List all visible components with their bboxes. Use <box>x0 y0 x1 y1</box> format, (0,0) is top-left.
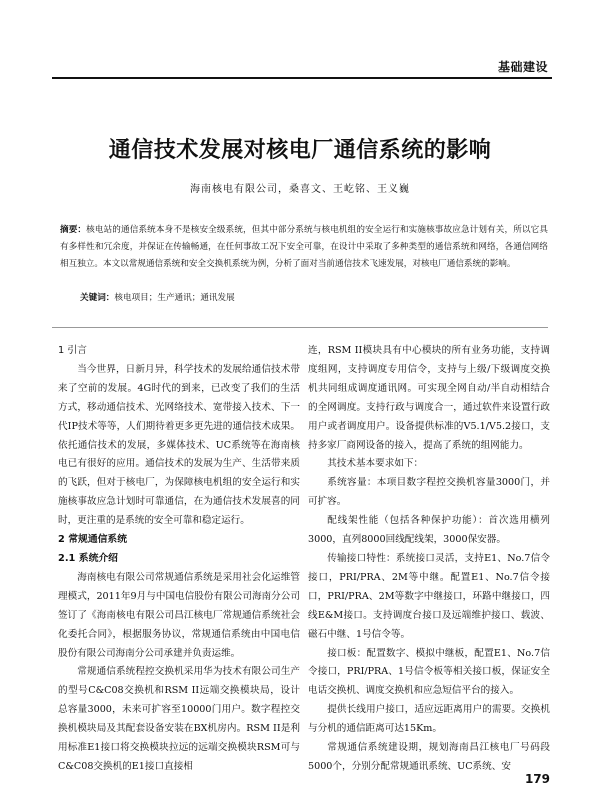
article-title: 通信技术发展对核电厂通信系统的影响 <box>108 138 492 163</box>
page-number: 179 <box>524 772 550 786</box>
paragraph: 常规通信系统程控交换机采用华为技术有限公司生产的型号C&C08交换机和RSM II远端交换模块局，设计总容量3000，未来可扩容至10000门用户。数字程控交换机模块局及其配套设备安装在BX机房内。RSM II是利用标准E1接口将交换模块拉远的远端交换模块RSM可与C&C08交换机的E1接口直接相 <box>58 666 300 772</box>
paragraph: 接口板：配置数字、模拟中继板，配置E1、No.7信令接口，PRI/PRA、1号信令板等相关接口板，保证安全电话交换机、调度交换机和应急短信平台的接入。 <box>308 647 550 697</box>
left-column <box>58 342 300 777</box>
section-tag: 基础建设 <box>497 60 548 74</box>
abstract-text: 核电站的通信系统本身不是核安全级系统，但其中部分系统与核电机组的安全运行和实施核事故应急计划有关，所以它具有多样性和冗余度，并保证在传输畅通，在任何事故工况下安全可靠，在设计中采取了多种类型的通信系统和网络，各通信网络相互独立。本文以常规通信系统和安全交换机系统为例，分析了面对当前通信技术飞速发展，对核电厂通信系统的影响。 <box>60 225 548 269</box>
abstract <box>60 222 548 273</box>
paragraph: 当今世界，日新月异，科学技术的发展给通信技术带来了空前的发展。4G时代的到来，已改变了我们的生活方式，移动通信技术、光网络技术、宽带接入技术、下一代IP技术等等，人们期待着更多更先进的通信技术成果。依托通信技术的发展，多媒体技术、UC系统等在海南核电已有很好的应用。通信技术的发展为生产、生活带来质的飞跃，但对于核电厂，为保障核电机组的安全运行和实施核事故应急计划时可靠通信，在为通信技术发展喜的同时，更注重的是系统的安全可靠和稳定运行。 <box>58 363 300 527</box>
abstract-divider <box>52 327 548 328</box>
article-authors: 海南核电有限公司，桑喜文、王屹铭、王义巍 <box>190 184 410 195</box>
subsection-heading-system-intro: 2.1 系统介绍 <box>58 552 118 564</box>
keywords-label: 关键词： <box>80 293 115 303</box>
paragraph: 常规通信系统建设期，规划海南昌江核电厂号码段5000个，分别分配常规通讯系统、UC系统、安 <box>308 742 550 772</box>
keywords <box>80 291 540 303</box>
paragraph: 连，RSM II模块具有中心模块的所有业务功能，支持调度组网，支持调度专用信令，支持与上级/下级调度交换机共同组成调度通讯网。可实现全网自动/半自动相结合的全网调度。支持行政与调度合一，通过软件来设置行政用户或者调度用户。设备提供标准的V5.1/V5.2接口，支持多家厂商网设备的接入，提高了系统的组网能力。 <box>308 345 550 451</box>
section-heading-conventional-comm: 2 常规通信系统 <box>58 534 128 546</box>
paragraph: 传输接口特性：系统接口灵活，支持E1、No.7信令接口，PRI/PRA、2M等中继。配置E1、No.7信令接口，PRI/PRA、2M等数字中继接口，环路中继接口，四线E&M接口。支持调度台接口及远端维护接口、载波、磁石中继、1号信令等。 <box>308 552 550 640</box>
paragraph: 其技术基本要求如下： <box>327 458 424 470</box>
paragraph: 配线架性能（包括各种保护功能）：首次选用横列3000，直列8000回线配线架，3000保安器。 <box>308 515 550 546</box>
right-column <box>308 342 550 777</box>
section-heading-introduction: 1 引言 <box>58 345 87 356</box>
paragraph: 海南核电有限公司常规通信系统是采用社会化运维管理模式，2011年9月与中国电信股份有限公司海南分公司签订了《海南核电有限公司昌江核电厂常规通信系统社会化委托合同》，根据服务协议，常规通信系统由中国电信股份有限公司海南分公司承建并负责运维。 <box>58 571 300 659</box>
header-rule <box>52 77 552 79</box>
keywords-text: 核电项目；生产通讯；通讯发展 <box>114 293 235 303</box>
paragraph: 系统容量：本项目数字程控交换机容量3000门，并可扩容。 <box>308 477 550 508</box>
abstract-label: 摘要： <box>60 225 87 235</box>
paragraph: 提供长线用户接口，适应远距离用户的需要。交换机与分机的通信距离可达15Km。 <box>308 704 550 735</box>
